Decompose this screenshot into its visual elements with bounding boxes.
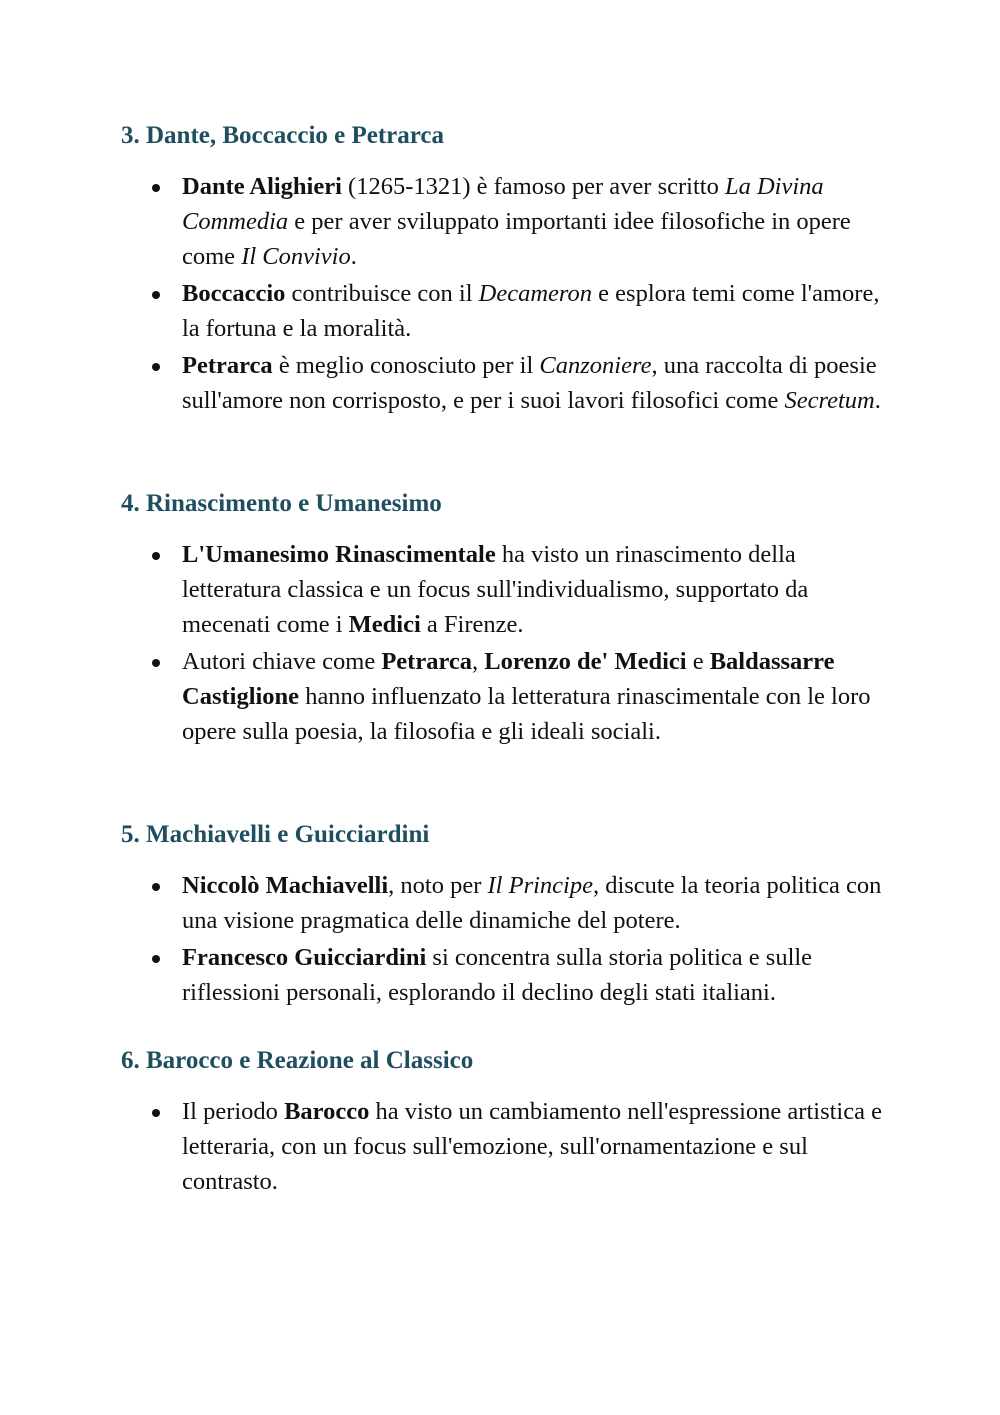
item-text: (1265-1321) è famoso per aver scritto [341, 173, 725, 200]
bold-term: Medici [348, 611, 421, 638]
bold-term: L'Umanesimo Rinascimentale [182, 541, 496, 568]
bullet-icon [152, 184, 160, 192]
italic-title: Decameron [478, 280, 593, 307]
bold-term: Petrarca [381, 648, 473, 675]
bullet-list [0, 169, 1000, 420]
section-heading: 4. Rinascimento e Umanesimo [121, 490, 442, 517]
item-text: contribuisce con il [285, 280, 479, 307]
list-item [0, 169, 882, 274]
bold-term: Niccolò Machiavelli [182, 872, 389, 899]
list-item [0, 868, 882, 938]
list-item [0, 1094, 882, 1199]
bullet-icon [152, 552, 160, 560]
bullet-icon [152, 291, 160, 299]
italic-title: Secretum [784, 387, 875, 414]
item-text: è meglio conosciuto per il [272, 352, 540, 379]
italic-title: Il Convivio [241, 243, 351, 270]
bullet-icon [152, 1109, 160, 1117]
item-text: Il periodo [182, 1098, 285, 1125]
item-text: ha visto un cambiamento nell'espressione artistica e letteraria, con un focus sull'emozione, sull'ornamentazione e sul contrasto. [182, 1098, 882, 1195]
list-item [0, 940, 882, 1010]
bold-term: Lorenzo de' Medici [484, 648, 687, 675]
list-item [0, 537, 882, 642]
item-text: e [686, 648, 710, 675]
item-text: e esplora temi come l'amore, la fortuna e la moralità. [182, 280, 880, 342]
bold-term: Boccaccio [182, 280, 286, 307]
item-text: , noto per [388, 872, 488, 899]
bold-term: Barocco [284, 1098, 370, 1125]
bullet-list [0, 868, 1000, 1012]
item-text: ha visto un rinascimento della letteratura classica e un focus sull'individualismo, supportato da mecenati come i [182, 541, 809, 638]
bullet-list [0, 537, 1000, 751]
italic-title: La Divina Commedia [182, 173, 824, 235]
bold-term: Dante Alighieri [182, 173, 342, 200]
list-item [0, 276, 882, 346]
bullet-list [0, 1094, 1000, 1201]
list-item [0, 644, 882, 749]
bullet-icon [152, 363, 160, 371]
item-text: , [472, 648, 485, 675]
item-text: a Firenze. [420, 611, 524, 638]
bold-term: Baldassarre Castiglione [182, 648, 835, 710]
item-text: e per aver sviluppato importanti idee filosofiche in opere come [182, 208, 851, 270]
bold-term: Francesco Guicciardini [182, 944, 427, 971]
bold-term: Petrarca [182, 352, 273, 379]
item-text: Autori chiave come [182, 648, 382, 675]
list-item [0, 348, 882, 418]
italic-title: Canzoniere [539, 352, 652, 379]
item-text: , una raccolta di poesie sull'amore non corrisposto, e per i suoi lavori filosofici come [182, 352, 877, 414]
item-text: . [350, 243, 357, 270]
section-heading: 5. Machiavelli e Guicciardini [121, 821, 430, 848]
bullet-icon [152, 883, 160, 891]
item-text: hanno influenzato la letteratura rinascimentale con le loro opere sulla poesia, la filosofia e gli ideali sociali. [182, 683, 871, 745]
item-text: si concentra sulla storia politica e sulle riflessioni personali, esplorando il declino degli stati italiani. [182, 944, 813, 1006]
italic-title: Il Principe [487, 872, 593, 899]
item-text: , discute la teoria politica con una visione pragmatica delle dinamiche del potere. [182, 872, 882, 934]
item-text: . [874, 387, 881, 414]
section-heading: 6. Barocco e Reazione al Classico [121, 1047, 474, 1074]
section-heading: 3. Dante, Boccaccio e Petrarca [121, 122, 445, 149]
bullet-icon [152, 659, 160, 667]
bullet-icon [152, 955, 160, 963]
